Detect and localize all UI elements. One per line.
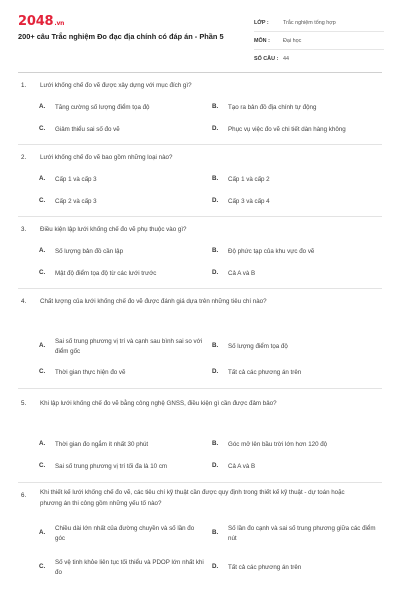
meta-row-class <box>254 14 384 32</box>
option-letter: C. <box>39 462 46 469</box>
meta-label-class: LỚP : <box>254 19 269 26</box>
option-letter: A. <box>39 247 46 254</box>
option-text: Cả A và B <box>228 270 256 277</box>
option-text: Giảm thiểu sai số đo vẽ <box>55 126 120 133</box>
question-number: 3. <box>21 226 27 233</box>
meta-value-subject: Đại học <box>283 37 302 44</box>
option-letter: C. <box>39 368 46 375</box>
site-logo[interactable] <box>18 14 64 29</box>
question-divider <box>18 388 382 389</box>
meta-value-class: Trắc nghiệm tổng hợp <box>283 19 336 26</box>
question-number: 5. <box>21 400 27 407</box>
option-letter: B. <box>212 103 219 110</box>
meta-row-subject <box>254 32 384 50</box>
option-text: Cấp 1 và cấp 3 <box>55 176 97 183</box>
meta-value-question-count: 44 <box>283 55 289 62</box>
option-text: Độ phức tạp của khu vực đo vẽ <box>228 248 315 255</box>
page-title: 200+ câu Trắc nghiệm Đo đạc địa chính có đáp án - Phần 5 <box>18 32 224 41</box>
document-header <box>0 0 400 72</box>
meta-row-question-count <box>254 50 384 67</box>
option-letter: A. <box>39 103 46 110</box>
option-letter: C. <box>39 269 46 276</box>
option-text: Số lượng bản đồ cần lập <box>55 248 124 255</box>
meta-label-subject: MÔN : <box>254 37 270 44</box>
option-letter: C. <box>39 125 46 132</box>
option-letter: B. <box>212 175 219 182</box>
question-divider <box>18 216 382 217</box>
option-text: Tăng cường số lượng điểm tọa độ <box>55 104 150 111</box>
option-text: Thời gian thực hiện đo vẽ <box>55 369 126 376</box>
option-letter: B. <box>212 440 219 447</box>
option-text: Sai số trung phương vị trí và cạnh sau bình sai so với điểm gốc <box>55 338 203 355</box>
question-number: 4. <box>21 298 27 305</box>
question-divider <box>18 482 382 483</box>
option-text: Thời gian đo ngắm ít nhất 30 phút <box>55 441 149 448</box>
header-divider <box>18 72 382 73</box>
option-text: Chiều dài lớn nhất của đường chuyền và số lần đo góc <box>55 525 195 542</box>
option-text: Sai số trung phương vị trí tối đa là 10 cm <box>55 463 168 470</box>
option-text: Tạo ra bản đồ địa chính tự động <box>228 104 317 111</box>
option-text: Góc mở lên bầu trời lớn hơn 120 độ <box>228 441 328 448</box>
option-text: Số lần đo cạnh và sai số trung phương giữa các điểm nút <box>228 525 376 542</box>
question-number: 2. <box>21 154 27 161</box>
option-letter: B. <box>212 342 219 349</box>
option-letter: C. <box>39 197 46 204</box>
question-text: Điều kiện lập lưới khống chế đo vẽ phụ thuộc vào gì? <box>40 226 187 233</box>
option-letter: A. <box>39 342 46 349</box>
option-text: Tất cả các phương án trên <box>228 564 302 571</box>
option-text: Cấp 3 và cấp 4 <box>228 198 270 205</box>
option-letter: D. <box>212 269 219 276</box>
meta-label-question-count: SỐ CÂU : <box>254 55 279 62</box>
option-letter: D. <box>212 125 219 132</box>
question-divider <box>18 288 382 289</box>
logo-sub-text: .vn <box>54 20 65 27</box>
question-divider <box>18 144 382 145</box>
option-text: Số vệ tinh khỏe liên tục tối thiểu và PDOP lớn nhất khi đo <box>55 559 204 576</box>
option-letter: A. <box>39 440 46 447</box>
option-letter: D. <box>212 563 219 570</box>
option-text: Tất cả các phương án trên <box>228 369 302 376</box>
option-text: Mật độ điểm tọa độ từ các lưới trước <box>55 270 157 277</box>
option-letter: D. <box>212 462 219 469</box>
question-text: Lưới khống chế đo vẽ bao gồm những loại nào? <box>40 154 173 161</box>
option-letter: C. <box>39 563 46 570</box>
question-text: Chất lượng của lưới khống chế đo vẽ được đánh giá dựa trên những tiêu chí nào? <box>40 298 267 305</box>
question-number: 6. <box>21 492 27 499</box>
logo-main-text: 2048 <box>18 14 54 29</box>
meta-info-table <box>254 14 384 67</box>
option-text: Số lượng điểm tọa độ <box>228 343 288 350</box>
question-text: Khi lập lưới khống chế đo vẽ bằng công nghệ GNSS, điều kiện gì cần được đảm bảo? <box>40 400 277 407</box>
option-text: Cấp 2 và cấp 3 <box>55 198 97 205</box>
option-letter: A. <box>39 529 46 536</box>
question-text: Lưới khống chế đo vẽ được xây dựng với mục đích gì? <box>40 82 192 89</box>
option-letter: B. <box>212 247 219 254</box>
question-text: Khi thiết kế lưới khống chế đo vẽ, các tiêu chí kỹ thuật cần được quy định trong thiết kế kỹ thuật - dự toán hoặc phương án thi công gồm những yếu tố nào? <box>40 489 345 507</box>
option-letter: D. <box>212 197 219 204</box>
option-letter: A. <box>39 175 46 182</box>
question-number: 1. <box>21 82 27 89</box>
option-text: Phục vụ việc đo vẽ chi tiết dàn hàng không <box>228 126 346 133</box>
option-text: Cấp 1 và cấp 2 <box>228 176 270 183</box>
option-letter: D. <box>212 368 219 375</box>
option-text: Cả A và B <box>228 463 256 470</box>
option-letter: B. <box>212 529 219 536</box>
